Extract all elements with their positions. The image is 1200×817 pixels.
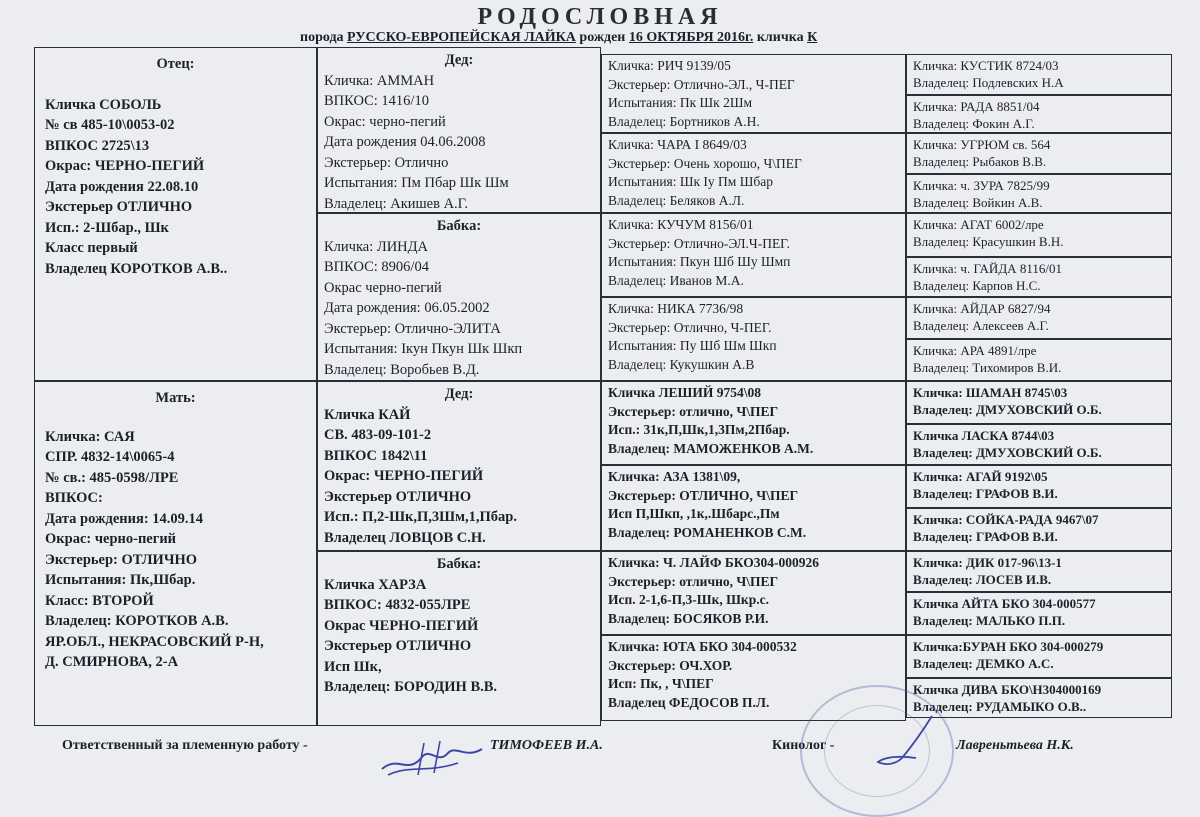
pedigree-line: Кличка КАЙ: [324, 406, 411, 423]
pedigree-line: Дата рождения 22.08.10: [45, 178, 199, 195]
pedigree-line: Испытания: Пк,Шбар.: [45, 572, 196, 588]
cynologist-name: Лавреньтьева Н.К.: [956, 738, 1074, 753]
pedigree-line: Исп Шк,: [324, 658, 382, 675]
pedigree-line: Владелец: Карпов Н.С.: [913, 278, 1041, 293]
pedigree-line: ВПКОС: 4832-055ЛРЕ: [324, 597, 471, 613]
pedigree-line: Кличка: АГАЙ 9192\05: [913, 469, 1048, 484]
pedigree-line: Кличка: РАДА 8851/04: [913, 99, 1040, 114]
pedigree-line: СВ. 483-09-101-2: [324, 427, 432, 443]
mother-heading: Мать:: [155, 390, 196, 406]
pedigree-line: Окрас ЧЕРНО-ПЕГИЙ: [324, 617, 479, 634]
pedigree-line: Кличка: АРА 4891/лре: [913, 343, 1037, 358]
pedigree-line: ВПКОС: 8906/04: [324, 259, 429, 275]
pedigree-line: Кличка: ч. ЗУРА 7825/99: [913, 178, 1050, 193]
pedigree-line: Экстерьер ОТЛИЧНО: [324, 638, 472, 654]
father-cell: [34, 47, 317, 381]
pedigree-line: Владелец: МАЛЬКО П.П.: [913, 613, 1066, 628]
pedigree-line: Кличка: САЯ: [45, 428, 135, 445]
pedigree-line: Окрас: черно-пегий: [45, 531, 177, 547]
pedigree-line: Экстерьер: отлично, Ч\ПЕГ: [608, 403, 779, 419]
pedigree-line: Владелец: Беляков А.Л.: [608, 192, 745, 208]
pedigree-line: Владелец: Тихомиров В.И.: [913, 360, 1062, 375]
pedigree-line: Экстерьер: Отлично-ЭЛ.Ч-ПЕГ.: [608, 235, 790, 251]
pedigree-line: № св.: 485-0598/ЛРЕ: [45, 469, 179, 486]
father-heading: Отец:: [156, 56, 195, 72]
pedigree-line: Владелец: БОСЯКОВ Р.И.: [608, 610, 769, 626]
pedigree-line: Кличка: ч. ГАЙДА 8116/01: [913, 261, 1062, 276]
ancestor-cell: [906, 297, 1172, 339]
responsible-signature: [378, 735, 488, 781]
great-grandparent-cell: [601, 465, 906, 551]
responsible-name: ТИМОФЕЕВ И.А.: [490, 738, 603, 753]
pedigree-line: Кличка: ЛИНДА: [324, 238, 429, 255]
pedigree-line: Владелец: Акишев А.Г.: [324, 195, 469, 212]
pedigree-line: Кличка ЛАСКА 8744\03: [913, 428, 1055, 443]
pedigree-line: Владелец: РОМАНЕНКОВ С.М.: [608, 524, 807, 540]
name-label: кличка: [756, 30, 804, 45]
document-title: РОДОСЛОВНАЯ: [477, 4, 723, 30]
grandparent-heading: Бабка:: [436, 556, 482, 572]
ancestor-cell: [906, 465, 1172, 508]
ancestor-cell: [906, 54, 1172, 95]
great-grandparent-cell: [601, 381, 906, 465]
pedigree-line: Владелец: ГРАФОВ В.И.: [913, 529, 1058, 544]
pedigree-line: Кличка: ШАМАН 8745\03: [913, 385, 1068, 400]
ancestor-cell: [906, 257, 1172, 297]
pedigree-line: Исп.: П,2-Шк,П,3Шм,1,Пбар.: [324, 509, 517, 525]
pedigree-line: Кличка ДИВА БКО\Н304000169: [913, 682, 1102, 697]
pedigree-line: Владелец: Алексеев А.Г.: [913, 318, 1049, 333]
pedigree-line: Кличка: АЗА 1381\09,: [608, 469, 741, 484]
grandparent-cell: [317, 213, 601, 381]
pedigree-line: Владелец: МАМОЖЕНКОВ А.М.: [608, 440, 814, 456]
pedigree-line: Экстерьер: ОТЛИЧНО, Ч\ПЕГ: [608, 487, 799, 503]
pedigree-line: Кличка: АГАТ 6002/лре: [913, 217, 1044, 232]
pedigree-line: Исп П,Шкп, ,1к,.Шбарс.,Пм: [608, 506, 780, 521]
pedigree-line: Кличка: КУСТИК 8724/03: [913, 58, 1059, 73]
pedigree-line: Экстерьер: ОЧ.ХОР.: [608, 657, 733, 673]
pedigree-line: Экстерьер: Отлично-ЭЛИТА: [324, 320, 501, 337]
pedigree-line: Владелец: Рыбаков В.В.: [913, 154, 1047, 169]
pedigree-line: Испытания: Iкун Пкун Шк Шкп: [324, 341, 523, 357]
pedigree-line: Кличка: НИКА 7736/98: [608, 301, 744, 316]
pedigree-line: Экстерьер: Отлично: [324, 154, 449, 171]
pedigree-line: Исп.: 31к,П,Шк,1,3Пм,2Пбар.: [608, 422, 790, 437]
pedigree-line: Кличка: АЙДАР 6827/94: [913, 301, 1051, 316]
pedigree-line: Кличка ХАРЗА: [324, 576, 427, 593]
pedigree-line: Испытания: Пм Пбар Шк Шм: [324, 175, 509, 191]
pedigree-line: Кличка: СОЙКА-РАДА 9467\07: [913, 512, 1099, 527]
grandparent-heading: Дед:: [444, 386, 474, 402]
pedigree-line: Испытания: Шк Iу Пм Шбар: [608, 174, 773, 189]
pedigree-line: Окрас черно-пегий: [324, 279, 442, 296]
pedigree-line: Владелец: БОРОДИН В.В.: [324, 679, 498, 695]
pedigree-line: Исп.: 2-Шбар., Шк: [45, 219, 169, 236]
breed-value: РУССКО-ЕВРОПЕЙСКАЯ ЛАЙКА: [347, 30, 576, 45]
ancestor-cell: [906, 339, 1172, 381]
pedigree-line: Испытания: Пкун Шб Шу Шмп: [608, 254, 791, 269]
mother-cell: [34, 381, 317, 726]
pedigree-line: ЯР.ОБЛ., НЕКРАСОВСКИЙ Р-Н,: [45, 633, 264, 650]
pedigree-line: ВПКОС 1842\11: [324, 447, 428, 464]
pedigree-line: Владелец: Бортников А.Н.: [608, 113, 760, 129]
pedigree-line: Владелец: Фокин А.Г.: [913, 116, 1035, 131]
pedigree-line: Дата рождения: 06.05.2002: [324, 300, 490, 316]
pedigree-line: Владелец: Воробьев В.Д.: [324, 361, 480, 378]
cynologist-label: Кинолог -: [772, 738, 835, 753]
pedigree-line: Окрас: ЧЕРНО-ПЕГИЙ: [45, 158, 205, 174]
pedigree-line: Экстерьер: Отлично-ЭЛ., Ч-ПЕГ: [608, 76, 795, 92]
born-label: рожден: [579, 30, 626, 45]
pedigree-line: Кличка АЙТА БКО 304-000577: [913, 596, 1096, 611]
pedigree-line: Кличка: ДИК 017-96\13-1: [913, 555, 1062, 570]
pedigree-line: Кличка: ЧАРА I 8649/03: [608, 137, 747, 152]
pedigree-line: Кличка: ЮТА БКО 304-000532: [608, 639, 797, 654]
pedigree-line: Дата рождения: 14.09.14: [45, 510, 204, 527]
pedigree-line: Владелец: ГРАФОВ В.И.: [913, 486, 1058, 501]
pedigree-line: Владелец: ДМУХОВСКИЙ О.Б.: [913, 402, 1102, 417]
ancestor-cell: [906, 551, 1172, 592]
pedigree-line: Экстерьер ОТЛИЧНО: [45, 199, 193, 215]
great-grandparent-cell: [601, 551, 906, 635]
pedigree-line: Владелец: Кукушкин А.В: [608, 356, 755, 372]
pedigree-line: ВПКОС: 1416/10: [324, 93, 429, 109]
pedigree-line: Экстерьер ОТЛИЧНО: [324, 488, 472, 505]
pedigree-line: Исп. 2-1,6-П,3-Шк, Шкр.с.: [608, 592, 769, 607]
pedigree-line: ВПКОС 2725\13: [45, 137, 150, 154]
ancestor-cell: [906, 678, 1172, 718]
father-details: [45, 95, 306, 280]
great-grandparent-cell: [601, 297, 906, 381]
pedigree-line: Испытания: Пк Шк 2Шм: [608, 95, 753, 110]
ancestor-cell: [906, 508, 1172, 551]
pedigree-line: Владелец: РУДАМЫКО О.В..: [913, 699, 1087, 714]
pedigree-line: Д. СМИРНОВА, 2-А: [45, 654, 179, 670]
pedigree-line: Кличка: УГРЮМ св. 564: [913, 137, 1051, 152]
ancestor-cell: [906, 133, 1172, 174]
great-grandparent-cell: [601, 54, 906, 133]
pedigree-line: Кличка: АММАН: [324, 72, 435, 89]
pedigree-line: Окрас: черно-пегий: [324, 113, 446, 130]
birth-date: 16 ОКТЯБРЯ 2016г.: [628, 30, 754, 45]
pedigree-line: Экстерьер: отлично, Ч\ПЕГ: [608, 573, 779, 589]
ancestor-cell: [906, 635, 1172, 678]
pedigree-line: Класс: ВТОРОЙ: [45, 592, 154, 609]
pedigree-line: Кличка ЛЕШИЙ 9754\08: [608, 385, 761, 400]
pedigree-line: Кличка: КУЧУМ 8156/01: [608, 217, 754, 232]
ancestor-cell: [906, 174, 1172, 213]
pedigree-line: Владелец ЛОВЦОВ С.Н.: [324, 529, 486, 546]
great-grandparent-cell: [601, 133, 906, 213]
pedigree-line: Владелец: Подлевских Н.А: [913, 75, 1064, 90]
pedigree-line: Испытания: Пу Шб Шм Шкп: [608, 338, 777, 353]
pedigree-line: Кличка: Ч. ЛАЙФ БКО304-000926: [608, 555, 820, 570]
grandparent-heading: Дед:: [444, 52, 474, 68]
ancestor-cell: [906, 592, 1172, 635]
ancestor-cell: [906, 95, 1172, 133]
pedigree-line: Исп: Пк, , Ч\ПЕГ: [608, 676, 714, 691]
grandparent-cell: [317, 47, 601, 213]
great-grandparent-cell: [601, 213, 906, 297]
pedigree-line: Владелец: КОРОТКОВ А.В.: [45, 613, 229, 629]
pedigree-line: Экстерьер: ОТЛИЧНО: [45, 551, 198, 568]
pedigree-line: ВПКОС:: [45, 490, 103, 506]
pedigree-line: Дата рождения 04.06.2008: [324, 134, 486, 150]
grandparent-cell: [317, 551, 601, 726]
ancestor-cell: [906, 213, 1172, 257]
cynologist-signature: [872, 712, 942, 772]
pedigree-line: Класс первый: [45, 240, 138, 256]
pedigree-line: Владелец: Красушкин В.Н.: [913, 234, 1064, 249]
pedigree-line: Экстерьер: Очень хорошо, Ч\ПЕГ: [608, 155, 802, 171]
pedigree-line: Владелец ФЕДОСОВ П.Л.: [608, 694, 770, 710]
grandparent-heading: Бабка:: [436, 218, 482, 234]
pedigree-line: Окрас: ЧЕРНО-ПЕГИЙ: [324, 468, 484, 484]
pedigree-line: Владелец КОРОТКОВ А.В..: [45, 260, 228, 277]
pedigree-line: Владелец: Войкин А.В.: [913, 195, 1043, 210]
grandparent-cell: [317, 381, 601, 551]
pedigree-line: СПР. 4832-14\0065-4: [45, 449, 175, 465]
pedigree-line: Владелец: ДЕМКО А.С.: [913, 656, 1054, 671]
breed-label: порода: [300, 30, 344, 45]
pedigree-line: № св 485-10\0053-02: [45, 117, 175, 133]
ancestor-cell: [906, 424, 1172, 465]
pedigree-line: Кличка:БУРАН БКО 304-000279: [913, 639, 1104, 654]
pedigree-line: Экстерьер: Отлично, Ч-ПЕГ.: [608, 319, 772, 335]
mother-details: [45, 427, 306, 673]
name-value: К: [807, 30, 818, 45]
ancestor-cell: [906, 381, 1172, 424]
responsible-label: Ответственный за племенную работу -: [62, 738, 308, 753]
pedigree-line: Владелец: ДМУХОВСКИЙ О.Б.: [913, 445, 1102, 460]
pedigree-line: Владелец: ЛОСЕВ И.В.: [913, 572, 1052, 587]
pedigree-line: Владелец: Иванов М.А.: [608, 272, 744, 288]
pedigree-line: Кличка СОБОЛЬ: [45, 96, 162, 113]
breed-line: [300, 30, 940, 46]
pedigree-line: Кличка: РИЧ 9139/05: [608, 58, 731, 73]
